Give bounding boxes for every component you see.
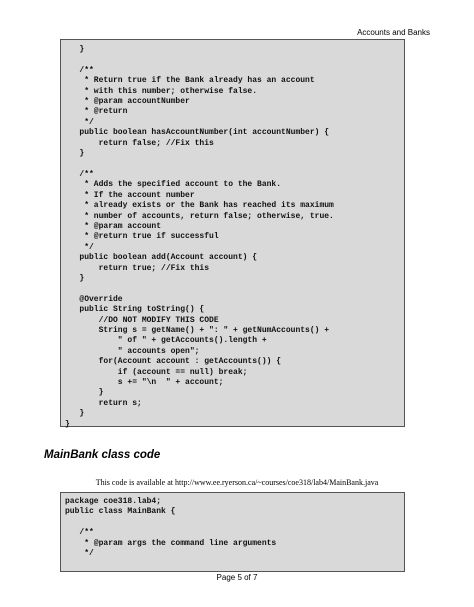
code-line: * @param account <box>65 221 162 231</box>
code-line: public boolean add(Account account) { <box>65 253 258 263</box>
code-line: String s = getName() + ": " + getNumAccounts() + <box>65 325 330 335</box>
code-block-mainbank <box>60 492 405 572</box>
code-line: */ <box>65 117 94 127</box>
code-line: * with this number; otherwise false. <box>65 86 258 96</box>
code-line: } <box>65 388 104 398</box>
code-line: } <box>65 149 85 159</box>
code-line: public class MainBank { <box>65 507 176 517</box>
code-line: * If the account number <box>65 190 195 200</box>
code-line: public String toString() { <box>65 305 205 315</box>
code-line: * @param args the command line arguments <box>65 538 277 548</box>
code-line: } <box>65 45 85 54</box>
code-text <box>61 45 404 430</box>
code-line: } <box>65 273 85 283</box>
code-line: /** <box>65 528 94 538</box>
code-line: " of " + getAccounts().length + <box>65 336 267 346</box>
code-block-bank-methods <box>60 39 405 427</box>
section-heading: MainBank class code <box>44 449 161 461</box>
code-line: * already exists or the Bank has reached its maximum <box>65 201 334 211</box>
code-line: } <box>65 419 70 429</box>
code-line: @Override <box>65 294 123 304</box>
code-line: /** <box>65 169 94 179</box>
code-line: */ <box>65 242 94 252</box>
code-line: if (account == null) break; <box>65 367 248 377</box>
code-line: package coe318.lab4; <box>65 497 162 506</box>
running-header-title: Accounts and Banks <box>357 28 430 37</box>
code-text <box>61 497 404 559</box>
code-line: " accounts open"; <box>65 346 200 356</box>
page-number: Page 5 of 7 <box>216 573 258 582</box>
code-line: public boolean hasAccountNumber(int accountNumber) { <box>65 128 330 138</box>
code-line: */ <box>65 549 94 559</box>
code-line: s += "\n " + account; <box>65 378 224 387</box>
code-line: * Return true if the Bank already has an account <box>65 76 315 86</box>
code-line: return true; //Fix this <box>65 263 210 273</box>
code-line: return false; //Fix this <box>65 138 214 148</box>
code-line: * @param accountNumber <box>65 97 190 107</box>
code-line: for(Account account : getAccounts()) { <box>65 357 282 367</box>
code-availability-note: This code is available at http://www.ee.ryerson.ca/~courses/coe318/lab4/MainBank.java <box>95 478 379 487</box>
code-line: return s; <box>65 398 142 408</box>
code-line: } <box>65 409 85 419</box>
code-line: * @return <box>65 107 128 117</box>
code-line: * @return true if successful <box>65 232 219 242</box>
code-line: /** <box>65 65 94 75</box>
code-line: * number of accounts, return false; otherwise, true. <box>65 211 334 221</box>
code-line: //DO NOT MODIFY THIS CODE <box>65 315 219 325</box>
code-line: * Adds the specified account to the Bank. <box>65 180 282 190</box>
